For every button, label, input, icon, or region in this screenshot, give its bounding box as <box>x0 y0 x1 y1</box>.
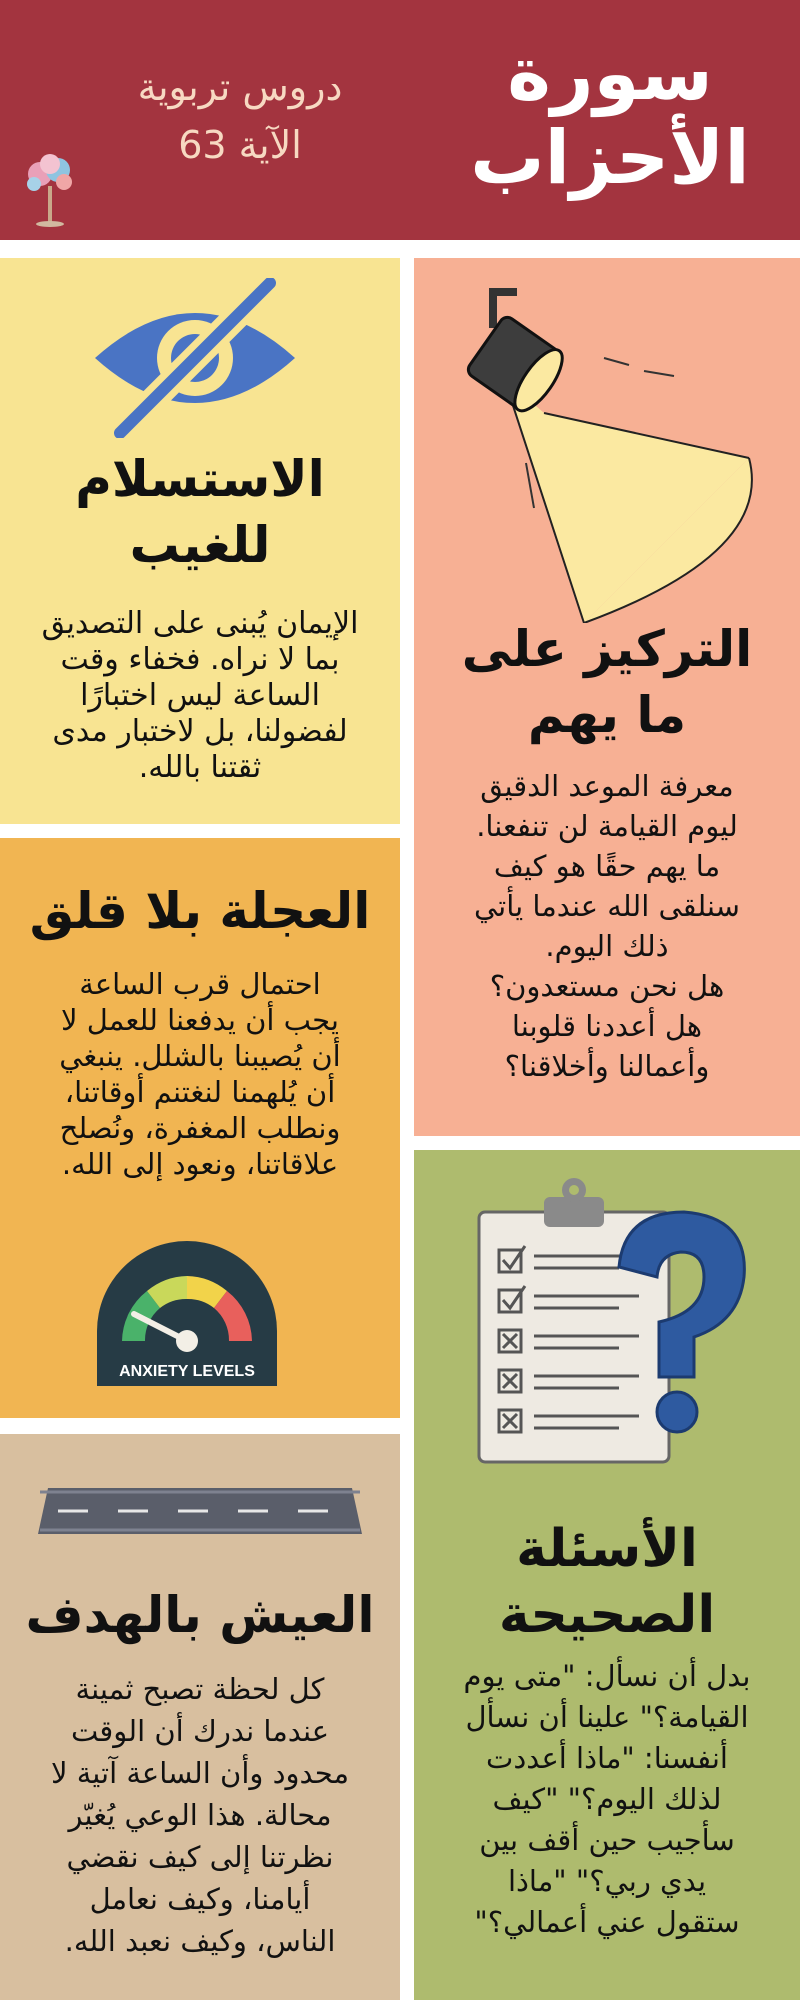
body-line: الناس، وكيف نعبد الله. <box>64 1924 336 1958</box>
header-banner <box>0 0 800 240</box>
logo-icon <box>18 148 82 234</box>
panel-purpose <box>0 1434 400 2000</box>
title-line: الاستسلام <box>75 450 325 508</box>
body-line: بدل أن نسأل: "متى يوم <box>463 1659 751 1693</box>
panel-questions-title <box>424 1516 790 1648</box>
body-line: وأعمالنا وأخلاقنا؟ <box>504 1049 710 1083</box>
title-line: ما يهم <box>527 686 687 744</box>
panel-purpose-body <box>6 1668 394 1962</box>
body-line: محالة. هذا الوعي يُغيّر <box>68 1798 332 1832</box>
title-line: للغيب <box>129 516 271 574</box>
body-line: عندما ندرك أن الوقت <box>70 1714 330 1748</box>
panel-urgency-title: العجلة بلا قلق <box>29 882 371 940</box>
title-line: الصحيحة <box>498 1585 716 1645</box>
panel-focus-title <box>424 616 790 748</box>
body-line: لذلك اليوم؟" "كيف <box>492 1782 722 1816</box>
anxiety-gauge-icon <box>92 1236 282 1388</box>
title-line-2: الأحزاب <box>470 115 750 201</box>
body-line: بما لا نراه. فخفاء وقت <box>60 642 340 677</box>
title-line: الأسئلة <box>516 1519 698 1579</box>
panel-focus <box>414 258 800 1136</box>
body-line: ليوم القيامة لن تنفعنا. <box>476 809 738 843</box>
panel-unseen-body <box>6 606 394 786</box>
body-line: ونطلب المغفرة، ونُصلح <box>59 1111 341 1145</box>
body-line: نظرتنا إلى كيف نقضي <box>66 1840 334 1874</box>
panel-urgency <box>0 838 400 1418</box>
panel-unseen <box>0 258 400 824</box>
body-line: أيامنا، وكيف نعامل <box>89 1882 311 1916</box>
body-line: أنفسنا: "ماذا أعددت <box>486 1741 728 1775</box>
body-line: الساعة ليس اختبارًا <box>80 678 320 713</box>
body-line: سأجيب حين أقف بين <box>479 1823 735 1857</box>
gauge-label: ANXIETY LEVELS <box>119 1363 255 1380</box>
body-line: لفضولنا، بل لاختبار مدى <box>52 714 348 749</box>
panel-unseen-title <box>10 446 390 578</box>
body-line: هل أعددنا قلوبنا <box>511 1009 703 1043</box>
body-line: أن يُصيبنا بالشلل. ينبغي <box>59 1039 341 1073</box>
body-line: ذلك اليوم. <box>545 929 669 963</box>
body-line: ستقول عني أعمالي؟" <box>474 1905 740 1939</box>
panel-questions <box>414 1150 800 2000</box>
body-line: ما يهم حقًا هو كيف <box>493 849 721 883</box>
body-line: يجب أن يدفعنا للعمل لا <box>61 1003 339 1037</box>
title-line-1: سورة <box>507 31 713 117</box>
body-line: معرفة الموعد الدقيق <box>480 769 734 803</box>
title-line: التركيز على <box>461 620 753 678</box>
body-line: الإيمان يُبنى على التصديق <box>41 606 359 641</box>
panel-focus-body <box>422 766 792 1086</box>
body-line: أن يُلهمنا لنغتنم أوقاتنا، <box>64 1075 336 1109</box>
subtitle-line-2: الآية 63 <box>178 123 302 167</box>
page-title <box>460 32 760 200</box>
eye-slash-icon <box>90 278 300 438</box>
body-line: القيامة؟" علينا أن نسأل <box>465 1700 749 1734</box>
body-line: يدي ربي؟" "ماذا <box>507 1864 707 1898</box>
checklist-question-icon <box>459 1172 759 1472</box>
page-subtitle <box>110 58 370 174</box>
body-line: سنلقى الله عندما يأتي <box>474 889 740 923</box>
subtitle-line-1: دروس تربوية <box>137 65 343 109</box>
panel-urgency-body <box>6 966 394 1182</box>
body-line: محدود وأن الساعة آتية لا <box>50 1756 350 1790</box>
body-line: احتمال قرب الساعة <box>79 967 321 1001</box>
body-line: كل لحظة تصبح ثمينة <box>75 1672 325 1706</box>
panel-purpose-title: العيش بالهدف <box>25 1586 375 1644</box>
road-icon <box>38 1488 362 1534</box>
body-line: هل نحن مستعدون؟ <box>489 969 725 1003</box>
panel-questions-body <box>422 1656 792 1943</box>
spotlight-icon <box>444 283 784 623</box>
body-line: ثقتنا بالله. <box>138 750 262 785</box>
body-line: علاقاتنا، ونعود إلى الله. <box>61 1147 339 1181</box>
